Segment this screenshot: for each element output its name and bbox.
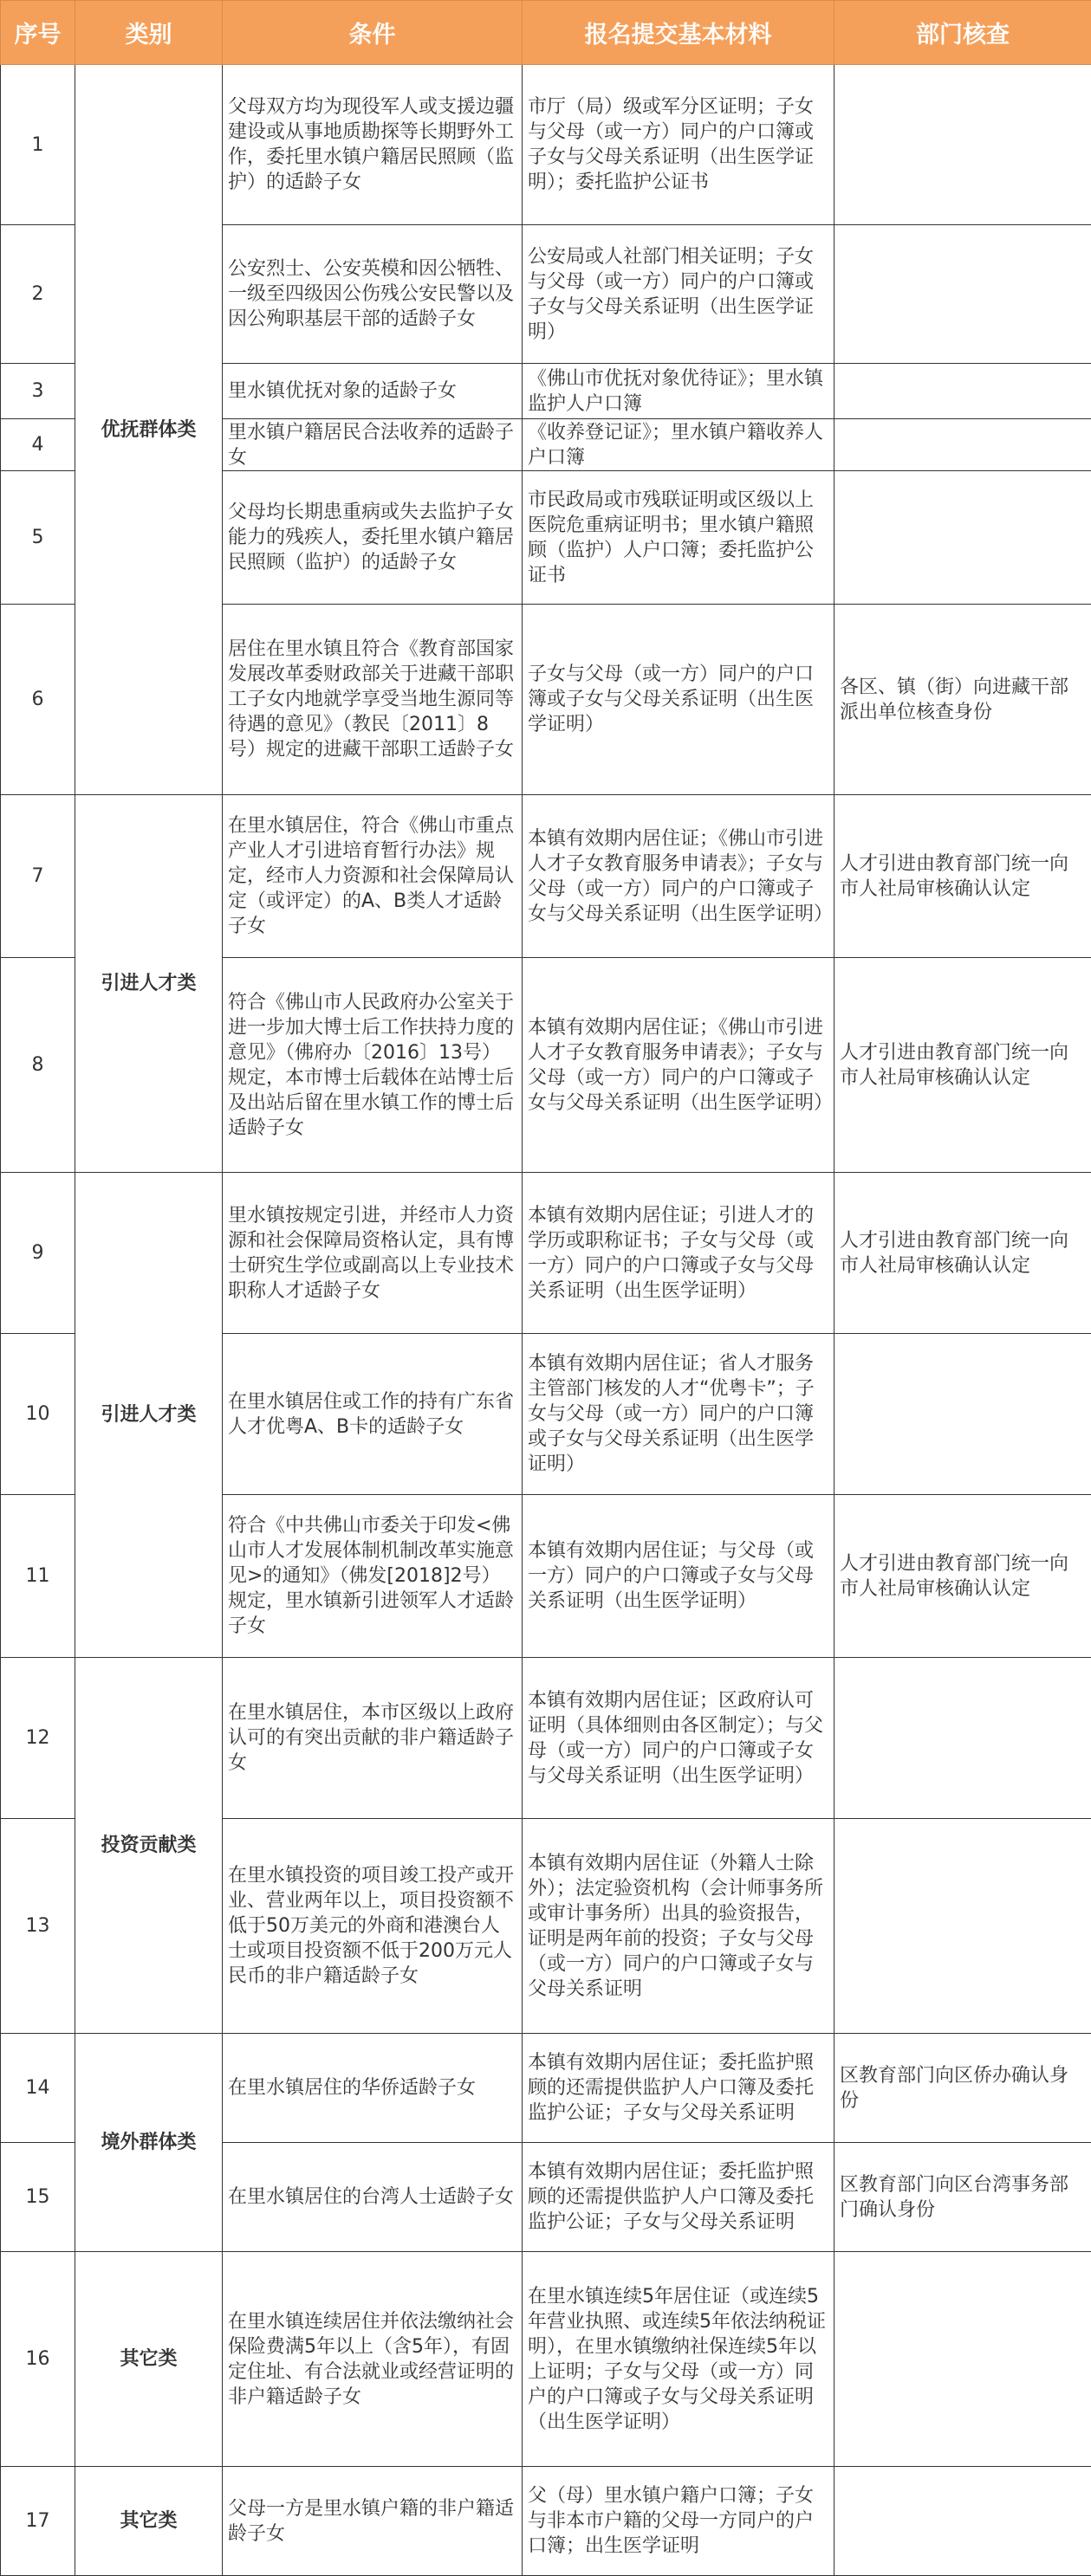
materials-cell: 本镇有效期内居住证；委托监护照顾的还需提供监护人户口簿及委托监护公证；子女与父母关系证明	[523, 2034, 834, 2143]
materials-cell: 本镇有效期内居住证；《佛山市引进人才子女教育服务申请表》；子女与父母（或一方）同户的户口簿或子女与父母关系证明（出生医学证明）	[523, 958, 834, 1173]
header-condition: 条件	[223, 1, 523, 65]
department-cell	[834, 2252, 1091, 2467]
materials-cell: 父（母）里水镇户籍户口簿；子女与非本市户籍的父母一方同户的户口簿；出生医学证明	[523, 2467, 834, 2576]
row-number: 16	[1, 2252, 75, 2467]
condition-cell: 里水镇优抚对象的适龄子女	[223, 364, 523, 419]
row-number: 17	[1, 2467, 75, 2576]
materials-cell: 本镇有效期内居住证；省人才服务主管部门核发的人才“优粤卡”；子女与父母（或一方）同户的户口簿或子女与父母关系证明（出生医学证明）	[523, 1334, 834, 1495]
materials-cell: 《收养登记证》；里水镇户籍收养人户口簿	[523, 419, 834, 471]
table-row	[1, 795, 1091, 958]
row-number: 13	[1, 1819, 75, 2034]
condition-cell: 在里水镇居住的华侨适龄子女	[223, 2034, 523, 2143]
materials-cell: 本镇有效期内居住证；区政府认可证明（具体细则由各区制定）；与父母（或一方）同户的户口簿或子女与父母关系证明（出生医学证明）	[523, 1658, 834, 1819]
table-row	[1, 1173, 1091, 1334]
category-cell: 境外群体类	[75, 2034, 223, 2252]
header-category: 类别	[75, 1, 223, 65]
condition-cell: 在里水镇连续居住并依法缴纳社会保险费满5年以上（含5年），有固定住址、有合法就业或经营证明的非户籍适龄子女	[223, 2252, 523, 2467]
department-cell: 人才引进由教育部门统一向市人社局审核确认认定	[834, 958, 1091, 1173]
category-cell: 其它类	[75, 2252, 223, 2467]
row-number: 9	[1, 1173, 75, 1334]
department-cell	[834, 419, 1091, 471]
department-cell	[834, 2467, 1091, 2576]
category-cell: 引进人才类	[75, 795, 223, 1173]
condition-cell: 公安烈士、公安英模和因公牺牲、一级至四级因公伤残公安民警以及因公殉职基层干部的适龄子女	[223, 225, 523, 364]
condition-cell: 符合《中共佛山市委关于印发<佛山市人才发展体制机制改革实施意见>的通知》（佛发[2018]2号）规定，里水镇新引进领军人才适龄子女	[223, 1495, 523, 1658]
table-row	[1, 2034, 1091, 2143]
condition-cell: 在里水镇居住的台湾人士适龄子女	[223, 2143, 523, 2252]
row-number: 1	[1, 65, 75, 225]
condition-cell: 里水镇户籍居民合法收养的适龄子女	[223, 419, 523, 471]
department-cell	[834, 65, 1091, 225]
table-row	[1, 65, 1091, 225]
department-cell: 各区、镇（街）向进藏干部派出单位核查身份	[834, 605, 1091, 795]
row-number: 2	[1, 225, 75, 364]
category-cell: 投资贡献类	[75, 1658, 223, 2034]
materials-cell: 市民政局或市残联证明或区级以上医院危重病证明书；里水镇户籍照顾（监护）人户口簿；委托监护公证书	[523, 471, 834, 605]
materials-cell: 本镇有效期内居住证（外籍人士除外）；法定验资机构（会计师事务所或审计事务所）出具的验资报告，证明是两年前的投资；子女与父母（或一方）同户的户口簿或子女与父母关系证明	[523, 1819, 834, 2034]
row-number: 4	[1, 419, 75, 471]
category-cell: 其它类	[75, 2467, 223, 2576]
table-row	[1, 2252, 1091, 2467]
condition-cell: 在里水镇居住，本市区级以上政府认可的有突出贡献的非户籍适龄子女	[223, 1658, 523, 1819]
row-number: 10	[1, 1334, 75, 1495]
condition-cell: 在里水镇居住或工作的持有广东省人才优粤A、B卡的适龄子女	[223, 1334, 523, 1495]
department-cell	[834, 225, 1091, 364]
row-number: 7	[1, 795, 75, 958]
row-number: 11	[1, 1495, 75, 1658]
row-number: 15	[1, 2143, 75, 2252]
condition-cell: 在里水镇投资的项目竣工投产或开业、营业两年以上，项目投资额不低于50万美元的外商和港澳台人士或项目投资额不低于200万元人民币的非户籍适龄子女	[223, 1819, 523, 2034]
row-number: 3	[1, 364, 75, 419]
department-cell: 区教育部门向区侨办确认身份	[834, 2034, 1091, 2143]
table-row	[1, 2467, 1091, 2576]
header-row	[1, 1, 1091, 65]
row-number: 8	[1, 958, 75, 1173]
row-number: 6	[1, 605, 75, 795]
condition-cell: 在里水镇居住，符合《佛山市重点产业人才引进培育暂行办法》规定，经市人力资源和社会保障局认定（或评定）的A、B类人才适龄子女	[223, 795, 523, 958]
condition-cell: 父母均长期患重病或失去监护子女能力的残疾人，委托里水镇户籍居民照顾（监护）的适龄子女	[223, 471, 523, 605]
department-cell	[834, 1334, 1091, 1495]
category-cell: 优抚群体类	[75, 65, 223, 795]
condition-cell: 符合《佛山市人民政府办公室关于进一步加大博士后工作扶持力度的意见》（佛府办〔2016〕13号）规定，本市博士后载体在站博士后及出站后留在里水镇工作的博士后适龄子女	[223, 958, 523, 1173]
materials-cell: 本镇有效期内居住证；《佛山市引进人才子女教育服务申请表》；子女与父母（或一方）同户的户口簿或子女与父母关系证明（出生医学证明）	[523, 795, 834, 958]
department-cell	[834, 1819, 1091, 2034]
header-department: 部门核查	[834, 1, 1091, 65]
row-number: 14	[1, 2034, 75, 2143]
materials-cell: 本镇有效期内居住证；与父母（或一方）同户的户口簿或子女与父母关系证明（出生医学证明）	[523, 1495, 834, 1658]
materials-cell: 市厅（局）级或军分区证明；子女与父母（或一方）同户的户口簿或子女与父母关系证明（出生医学证明）；委托监护公证书	[523, 65, 834, 225]
condition-cell: 里水镇按规定引进，并经市人力资源和社会保障局资格认定，具有博士研究生学位或副高以上专业技术职称人才适龄子女	[223, 1173, 523, 1334]
materials-cell: 《佛山市优抚对象优待证》；里水镇监护人户口簿	[523, 364, 834, 419]
department-cell: 区教育部门向区台湾事务部门确认身份	[834, 2143, 1091, 2252]
condition-cell: 父母一方是里水镇户籍的非户籍适龄子女	[223, 2467, 523, 2576]
row-number: 5	[1, 471, 75, 605]
header-materials: 报名提交基本材料	[523, 1, 834, 65]
department-cell: 人才引进由教育部门统一向市人社局审核确认认定	[834, 1173, 1091, 1334]
materials-cell: 本镇有效期内居住证；引进人才的学历或职称证书；子女与父母（或一方）同户的户口簿或子女与父母关系证明（出生医学证明）	[523, 1173, 834, 1334]
materials-cell: 子女与父母（或一方）同户的户口簿或子女与父母关系证明（出生医学证明）	[523, 605, 834, 795]
materials-cell: 公安局或人社部门相关证明；子女与父母（或一方）同户的户口簿或子女与父母关系证明（出生医学证明）	[523, 225, 834, 364]
header-num: 序号	[1, 1, 75, 65]
materials-cell: 在里水镇连续5年居住证（或连续5年营业执照、或连续5年依法纳税证明），在里水镇缴纳社保连续5年以上证明；子女与父母（或一方）同户的户口簿或子女与父母关系证明（出生医学证明）	[523, 2252, 834, 2467]
department-cell	[834, 1658, 1091, 1819]
condition-cell: 居住在里水镇且符合《教育部国家发展改革委财政部关于进藏干部职工子女内地就学享受当地生源同等待遇的意见》（教民〔2011〕8号）规定的进藏干部职工适龄子女	[223, 605, 523, 795]
materials-cell: 本镇有效期内居住证；委托监护照顾的还需提供监护人户口簿及委托监护公证；子女与父母关系证明	[523, 2143, 834, 2252]
department-cell	[834, 471, 1091, 605]
department-cell: 人才引进由教育部门统一向市人社局审核确认认定	[834, 795, 1091, 958]
category-cell: 引进人才类	[75, 1173, 223, 1658]
table-row	[1, 1658, 1091, 1819]
row-number: 12	[1, 1658, 75, 1819]
department-cell: 人才引进由教育部门统一向市人社局审核确认认定	[834, 1495, 1091, 1658]
condition-cell: 父母双方均为现役军人或支援边疆建设或从事地质勘探等长期野外工作，委托里水镇户籍居民照顾（监护）的适龄子女	[223, 65, 523, 225]
department-cell	[834, 364, 1091, 419]
